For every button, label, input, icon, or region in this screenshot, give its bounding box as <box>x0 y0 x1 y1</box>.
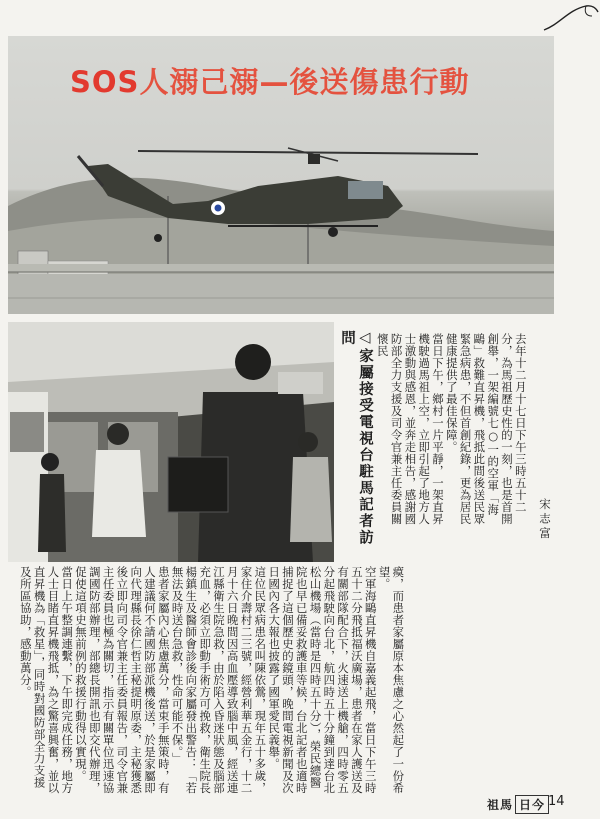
article-headline <box>70 60 469 101</box>
magazine-logo <box>487 795 549 814</box>
article-body-upper: 去年十二月十七日下午三時五十二分，為馬祖歷史性的一刻，也是首開創舉，一架編號七○一的空軍「海鷗」救難直昇機，飛抵此間後送民眾緊急病患，不但首創紀錄，更為居民健康提供了最佳保障。 當日下午，鄉村一片平靜，一架直昇機駛過馬祖上空，立即引起了地方人士激動與感恩，並奔走相告，感謝國防部全力支援及司令官兼主任委員關懷民 <box>375 333 528 525</box>
page-curl-decoration <box>540 0 600 40</box>
photo-caption: ◁家屬接受電視台駐馬記者訪問 <box>339 330 373 546</box>
article-body-lower: 瘼，而患者家屬原本焦慮之心然起了一份希望。 空軍海鷗直昇機自嘉義起飛，當日下午三時五十二分飛抵福沃廣場，患者在家人護送及有關部隊配合下，火速送上機艙，四時零五分起飛駛向台北，航四時五十分鐘到達台北松山機場（當時是四時五十分），榮民總醫院也早已備妥救護車等候，台北記者也適時捕捉了這個歷史的鏡頭，晚間電視新聞及次日國內各大報也披露了國軍愛民義舉。 這位民眾病患名叫陳依鶯，現年五十多歲，家住介壽村二三號，經營利華五金行，十二月十六日晚間因高血壓導致腦中風，經送連江縣衛生院急救，由於陷入昏迷狀態及腦部充血，必須立即動手術方可挽救，衛生院長楊鎮生及醫師會診後向家屬發出警告：「若無法及時送台急救，性命可能不保。」 患者家屬內心焦慮萬分，當束手無策時，有人建議何不請國防部派機後送，於是家屬即向代理縣長徐仁哲主秘提明原委，主秘獲悉後立即向司令官兼主任委員報告，司令官兼主任委員也極為關切，指示有關單位迅速協調國防部辦理，部總長開訊也即交代辦理，促使這項史無前例的救援行動得以實現。 當日上午整調連繫，下午即完成任務，地方人士目睹直昇機飛抵，為之驚喜興奮，並以直昇機為「救星」，同時對國防部全力支援及所區協助，感動萬分。 <box>18 566 406 794</box>
interview-photo <box>8 322 334 562</box>
headline-sos: SOS <box>70 65 140 99</box>
author-byline: 宋志富 <box>538 498 552 542</box>
headline-title: 人溺己溺—後送傷患行動 <box>139 65 470 99</box>
logo-left-text: 祖馬 <box>487 798 514 812</box>
page-number: 14 <box>548 794 565 809</box>
logo-right-text: 日今 <box>515 795 549 814</box>
